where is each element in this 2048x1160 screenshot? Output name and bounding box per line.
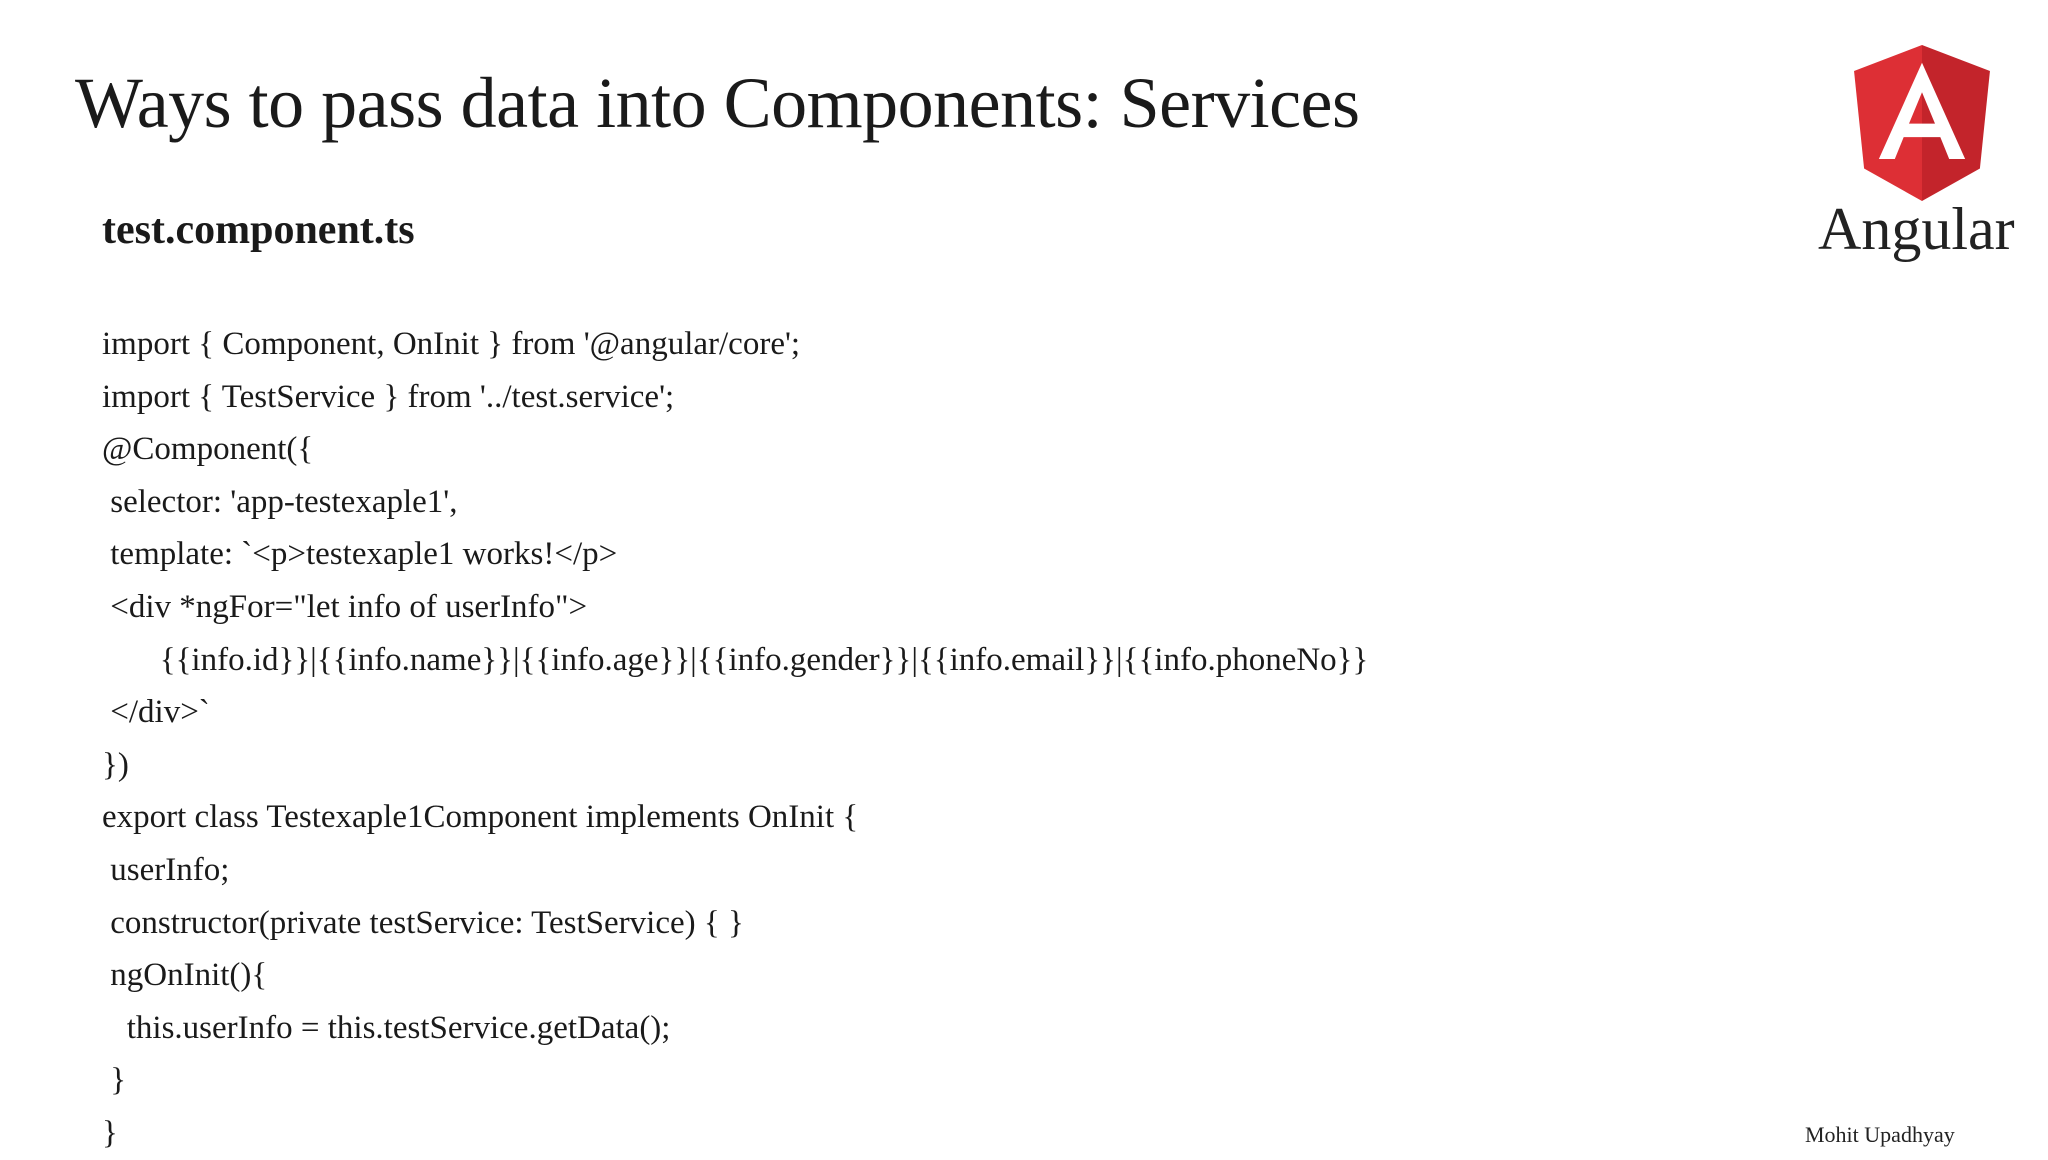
- code-block: [102, 318, 1368, 1160]
- code-line: }): [102, 746, 129, 783]
- angular-logo-text: Angular: [1818, 196, 2015, 262]
- slide-title: Ways to pass data into Components: Services: [75, 63, 1360, 143]
- code-line: constructor(private testService: TestService) { }: [102, 904, 744, 941]
- code-line: ngOnInit(){: [102, 957, 268, 994]
- code-line: this.userInfo = this.testService.getData();: [102, 1009, 671, 1046]
- angular-shield-icon: [1848, 45, 1996, 201]
- code-line: @Component({: [102, 431, 314, 468]
- code-line: }: [102, 1114, 118, 1151]
- code-line: import { TestService } from '../test.service';: [102, 378, 675, 415]
- code-line: import { Component, OnInit } from '@angular/core';: [102, 326, 801, 362]
- code-line: selector: 'app-testexaple1',: [102, 483, 458, 520]
- angular-logo: [1815, 45, 2015, 201]
- code-line: }: [102, 1062, 127, 1099]
- file-name-heading: test.component.ts: [102, 207, 415, 253]
- code-line: <div *ngFor="let info of userInfo">: [102, 588, 588, 625]
- author-name: Mohit Upadhyay: [1805, 1122, 1955, 1147]
- code-line: </div>`: [102, 694, 210, 731]
- code-line: {{info.id}}|{{info.name}}|{{info.age}}|{{info.gender}}|{{info.email}}|{{info.phoneNo}}: [102, 641, 1369, 678]
- code-line: export class Testexaple1Component implements OnInit {: [102, 799, 859, 836]
- code-line: userInfo;: [102, 851, 230, 888]
- code-line: template: `<p>testexaple1 works!</p>: [102, 536, 618, 573]
